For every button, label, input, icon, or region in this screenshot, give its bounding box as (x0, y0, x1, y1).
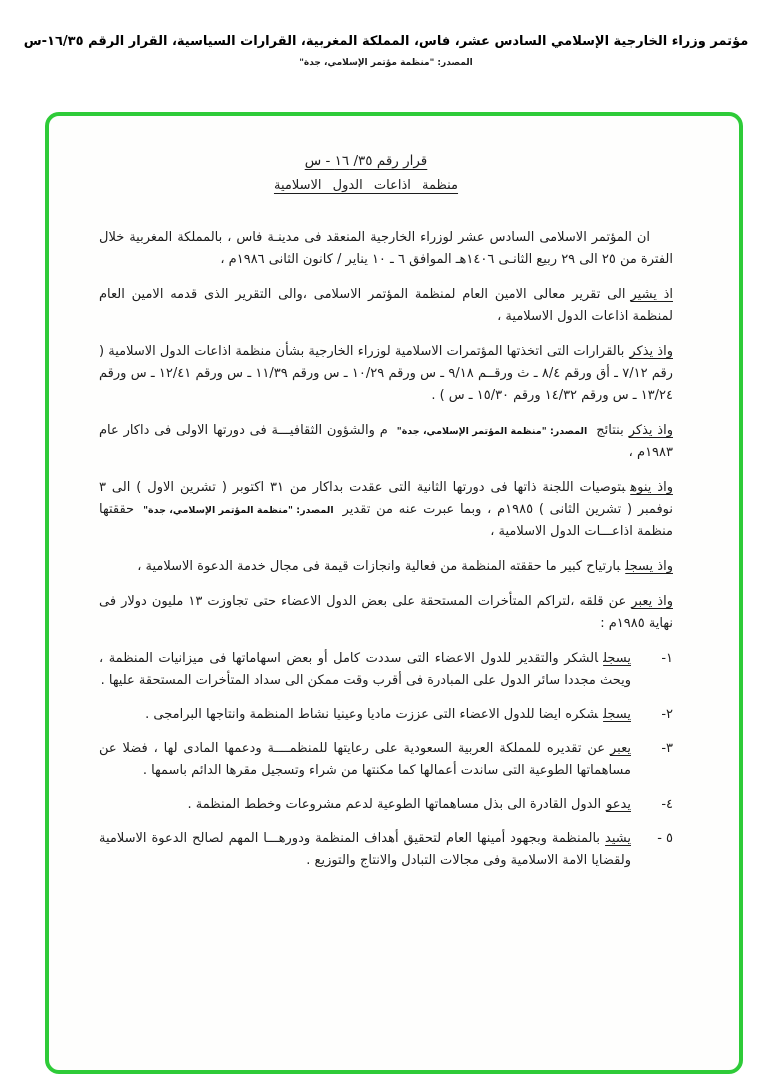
source-stamp: المصدر: "منظمة المؤتمر الإسلامي، جدة" (139, 505, 338, 517)
list-item (99, 738, 673, 782)
item-body: الشكر والتقدير للدول الاعضاء التى سددت كامل أو بعض اسهاماتها فى ميزانيات المنظمة ، ويحث مجددا سائر الدول على المبادرة فى أقرب وقت ممكن الى سداد المتأخرات المستحقة عليها . (99, 651, 631, 688)
paragraph-text: الى تقرير معالى الامين العام لمنظمة المؤتمر الاسلامى ،والى التقرير الذى قدمه الامين العام لمنظمة اذاعات الدول الاسلامية ، (99, 287, 673, 324)
list-item (99, 794, 673, 816)
item-lead: يسجل (603, 707, 631, 722)
item-text (99, 794, 631, 816)
item-number: ٣- (661, 741, 673, 756)
paragraph-text: بالقرارات التى اتخذتها المؤتمرات الاسلامية لوزراء الخارجية بشأن منظمة اذاعات الدول الاسلامية ( رقم ٧/١٢ ـ أق ورقم ٨/٤ ـ ث ورقــم ٩/١٨ ـ س ورقم ١٠/٢٩ ـ س ورقم ١١/٣٩ ـ س ورقم ١٢/٤١ ـ س ورقم ١٣/٢٤ ـ س ورقم ١٤/٣٢ ورقم ١٥/٣٠ ـ س ) . (99, 344, 673, 403)
item-lead: يسجل (603, 651, 631, 666)
paragraph (99, 477, 673, 543)
paragraph-text: ان المؤتمر الاسلامى السادس عشر لوزراء الخارجية المنعقد فى مدينـة فاس ، بالمملكة المغربية خلال الفترة من ٢٥ الى ٢٩ ربيع الثانـى ١٤٠٦هـ الموافق ٦ ـ ١٠ يناير / كانون الثانى ١٩٨٦م ، (99, 230, 673, 267)
resolution-number-title (99, 150, 633, 172)
scanned-document-body (49, 116, 739, 1070)
resolution-number-text: قرار رقم ٣٥/ ١٦ - س (304, 153, 428, 169)
document-header-line: مؤتمر وزراء الخارجية الإسلامي السادس عشر، فاس، المملكة المغربية، القرارات السياسية، القرار الرقم ١٦/٣٥-س (23, 34, 749, 49)
list-item (99, 648, 673, 692)
document-source-line: المصدر: "منظمة مؤتمر الإسلامي، جدة" (299, 58, 473, 68)
item-text (99, 828, 631, 872)
item-lead: يعبر (610, 741, 631, 756)
scanned-document-frame (45, 112, 743, 1074)
source-stamp: المصدر: "منظمة المؤتمر الإسلامي، جدة" (393, 426, 592, 438)
paragraph-text: بنتائج (596, 423, 624, 438)
paragraph-lead: واذ ينوه (630, 480, 673, 495)
paragraph (99, 227, 673, 271)
item-number: ٢- (661, 707, 673, 722)
item-lead: يشيد (605, 831, 631, 846)
item-lead: يدعو (606, 797, 631, 812)
paragraph-text: حققتها منظمة اذاعـــات الدول الاسلامية ، (99, 502, 673, 539)
paragraph-text: م والشؤون الثقافيـــة فى دورتها الاولى فى داكار عام ١٩٨٣م ، (99, 423, 673, 460)
item-number: ٥ - (657, 831, 673, 846)
paragraph-text: بتوصيات اللجنة ذاتها فى دورتها الثانية التى عقدت بداكار من ٣١ اكتوبر ( تشرين الاول ) الى ٣ نوفمبر ( تشرين الثانى ) ١٩٨٥م ، وبما عبرت عنه من تقدير (99, 480, 673, 517)
resolution-subject-title (99, 175, 633, 197)
item-number: ٤- (661, 797, 673, 812)
paragraph (99, 591, 673, 635)
item-body: الدول القادرة الى بذل مساهماتها الطوعية لدعم مشروعات وخطط المنظمة . (187, 797, 602, 812)
resolution-subject-text: منظمة اذاعات الدول الاسلامية (273, 178, 459, 193)
paragraph-lead: واذ يعبر (631, 594, 673, 609)
item-body: بالمنظمة وبجهود أمينها العام لتحقيق أهداف المنظمة ودورهـــا المهم لصالح الدعوة الاسلامية ولقضايا الامة الاسلامية وفى مجالات التبادل والانتاج والتوزيع . (99, 831, 631, 868)
paragraph-lead: اذ يشير (630, 287, 673, 302)
paragraph (99, 341, 673, 407)
list-item (99, 704, 673, 726)
paragraph-text: بارتياح كبير ما حققته المنظمة من فعالية وانجازات قيمة فى مجال خدمة الدعوة الاسلامية ، (137, 559, 621, 574)
paragraph (99, 556, 673, 578)
paragraph (99, 284, 673, 328)
paragraph (99, 420, 673, 464)
item-text (99, 738, 631, 782)
paragraph-lead: واذ يذكر (628, 423, 673, 438)
item-number: ١- (661, 651, 673, 666)
operative-items (99, 648, 673, 872)
item-body: عن تقديره للمملكة العربية السعودية على رعايتها للمنظمــــة ودعمها المادى لها ، فضلا عن مساهماتها الطوعية التى ساندت أعمالها كما مكنتها من شراء وتسجيل مقرها الدائم باسمها . (99, 741, 631, 778)
paragraph-text: عن قلقه ،لتراكم المتأخرات المستحقة على بعض الدول الاعضاء حتى تجاوزت ١٣ مليون دولار فى نهاية ١٩٨٥م : (99, 594, 673, 631)
list-item (99, 828, 673, 872)
paragraph-lead: واذ يسجل (625, 559, 673, 574)
item-text (99, 648, 631, 692)
item-text (99, 704, 631, 726)
paragraph-lead: واذ يذكر (629, 344, 673, 359)
item-body: شكره ايضا للدول الاعضاء التى عززت ماديا وعينيا نشاط المنظمة وانتاجها البرامجى . (145, 707, 599, 722)
preamble-paragraphs (99, 227, 673, 635)
